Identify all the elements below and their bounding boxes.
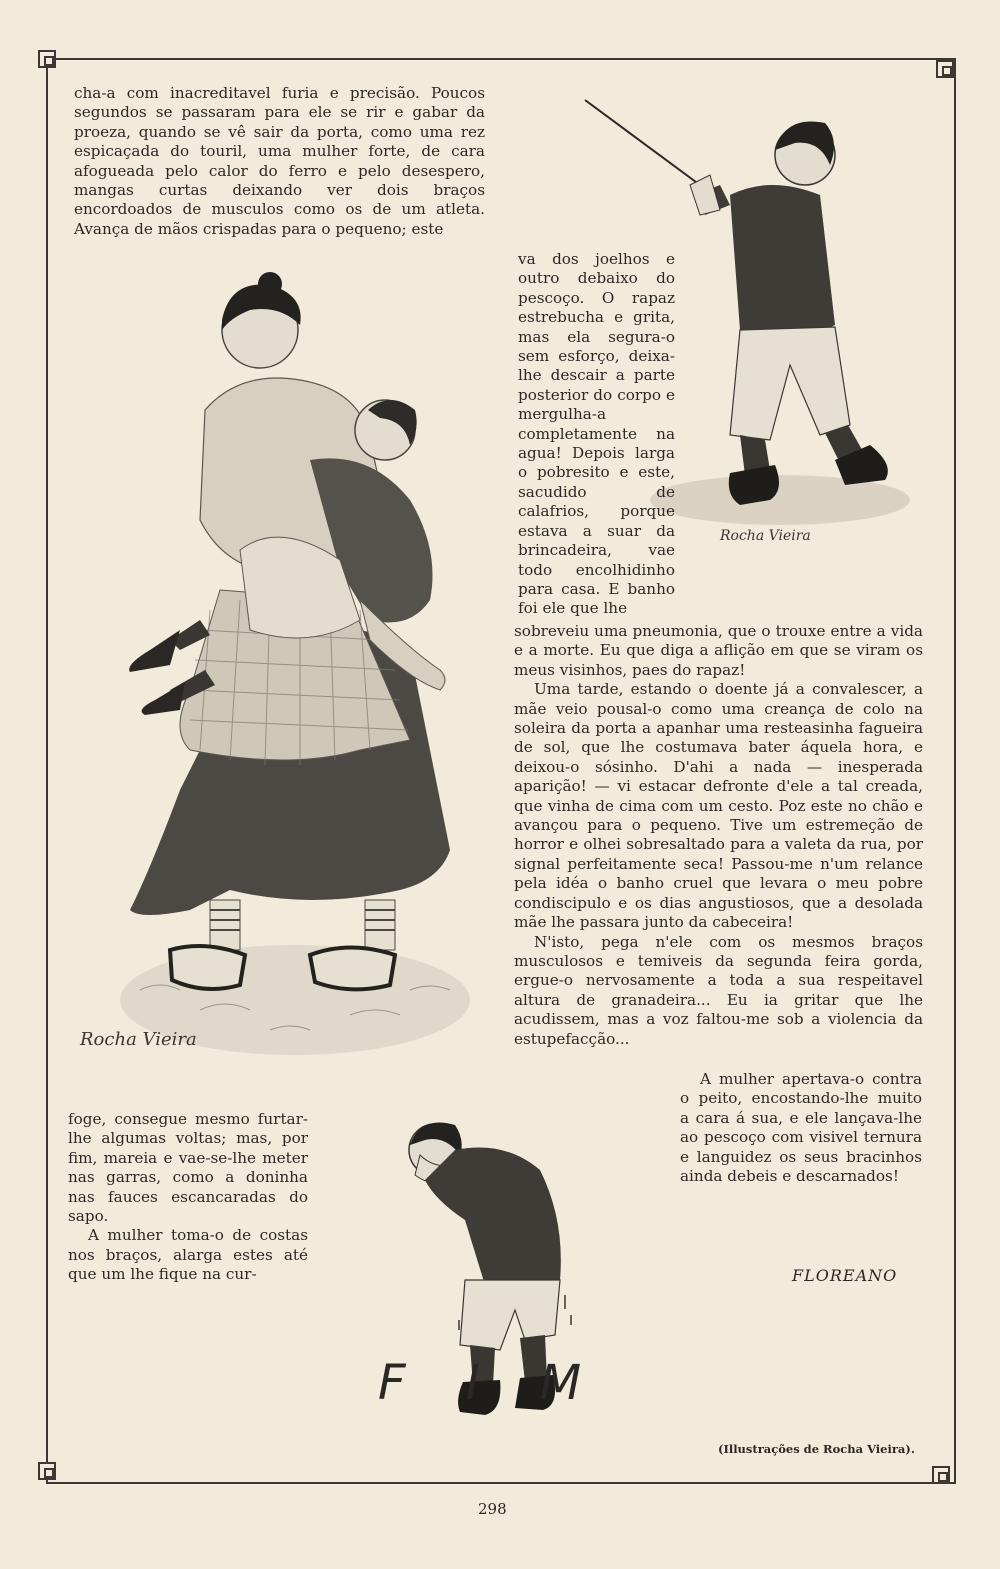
end-mark: FIM (378, 1355, 642, 1411)
article-right-narrow-column: va dos joelhos e outro debaixo do pescoço. O rapaz estrebucha e grita, mas ela segura-o sem esforço, deixa-lhe descair a parte posterior do corpo e mergulha-a completamente na agua! Depois larga o pobresito e este, sacudido de calafrios, porque estava a suar da brincadeira, vae todo encolhidinho para casa. E banho foi ele que lhe (518, 250, 675, 618)
corner-ornament-bottom-left (38, 1462, 56, 1480)
illustration-credit: (Illustrações de Rocha Vieira). (718, 1442, 915, 1456)
corner-ornament-top-right (936, 60, 954, 78)
artist-signature-small: Rocha Vieira (720, 528, 811, 544)
article-top-paragraph: cha-a com inacreditavel furia e precisão. Poucos segundos se passaram para ele se rir e gabar da proeza, quando se vê sair da porta, como uma rez espicaçada do touril, uma mulher forte, de cara afogueada pelo calor do ferro e pelo desespero, mangas curtas deixando ver dois braços encordoados de musculos como os de um atleta. Avança de mãos crispadas para o pequeno; este (74, 84, 485, 238)
corner-ornament-top-left (38, 50, 56, 68)
author-signature: FLOREANO (792, 1266, 898, 1285)
artist-signature: Rocha Vieira (80, 1029, 197, 1050)
article-right-wide-column: sobreveiu uma pneumonia, que o trouxe entre a vida e a morte. Eu que diga a aflição em que se viram os meus visinhos, paes do rapaz! Uma tarde, estando o doente já a convalescer, a mãe veio pousal-o como uma creança de colo na soleira da porta a apanhar uma resteasinha fagueira de sol, que lhe costumava bater áquela hora, e deixou-o sósinho. D'ahi a nada — inesperada aparição! — vi estacar defronte d'ele a tal creada, que vinha de cima com um cesto. Poz este no chão e avançou para o pequeno. Tive um estremeção de horror e olhei sobresaltado para a valeta da rua, por signal perfeitamente seca! Passou-me n'um relance pela idéa o banho cruel que levara o meu pobre condiscipulo e os dias angustiosos, que a desolada mãe lhe passara junto da cabeceira! N'isto, pega n'ele com os mesmos braços musculosos e temiveis da segunda feira gorda, ergue-o nervosamente a toda a sua respeitavel altura de granadeira... Eu ia gritar que lhe acudissem, mas a voz faltou-me sob a violencia da estupefacção... (514, 622, 923, 1048)
woman-carrying-boy-illustration (80, 270, 480, 1070)
page-number: 298 (478, 1500, 507, 1518)
corner-ornament-bottom-right (932, 1466, 950, 1484)
article-closing-paragraph: A mulher apertava-o contra o peito, encostando-lhe muito a cara á sua, e ele lançava-lhe ao pescoço com visivel ternura e languidez os seus bracinhos ainda debeis e descarnados! (680, 1070, 922, 1186)
article-left-bottom-column: foge, consegue mesmo furtar-lhe algumas voltas; mas, por fim, mareia e vae-se-lhe meter nas garras, como a doninha nas fauces escancaradas do sapo. A mulher toma-o de costas nos braços, alarga estes até que um lhe fique na cur- (68, 1110, 308, 1284)
